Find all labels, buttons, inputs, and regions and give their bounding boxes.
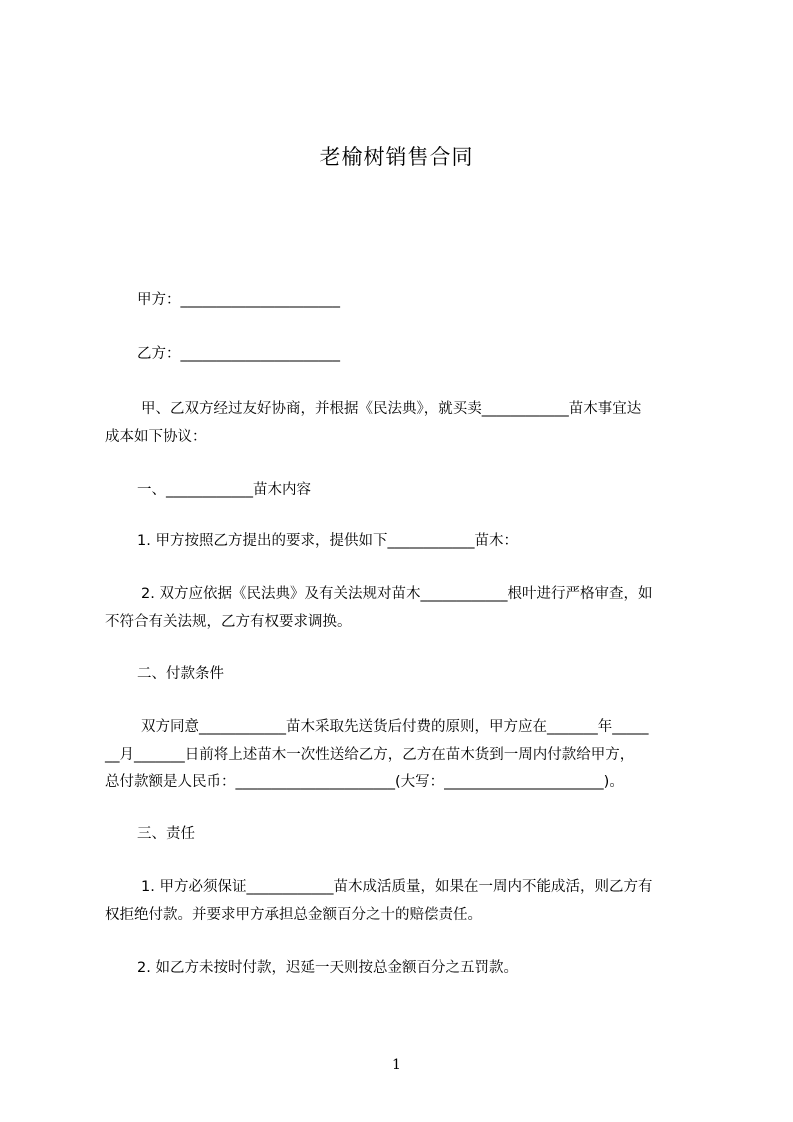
section-3-item-2: 2. 如乙方未按时付款，迟延一天则按总金额百分之五罚款。	[137, 960, 518, 976]
section-3-heading: 三、责任	[137, 826, 195, 842]
section-2-heading: 二、付款条件	[137, 666, 224, 682]
section-1-item-1: 1. 甲方按照乙方提出的要求，提供如下____________苗木：	[137, 533, 518, 549]
payment-line-3: 总付款额是人民币：______________________(大写：______________________)。	[105, 774, 624, 790]
section-1-item-2-line-1: 2. 双方应依据《民法典》及有关法规对苗木____________根叶进行严格审查，如	[141, 586, 653, 602]
page-title: 老榆树销售合同	[319, 145, 474, 169]
party-b-line: 乙方：______________________	[137, 346, 340, 362]
section-1-heading: 一、____________苗木内容	[137, 482, 311, 498]
payment-line-2: __月_______日前将上述苗木一次性送给乙方，乙方在苗木货到一周内付款给甲方，	[105, 747, 635, 763]
intro-line-1: 甲、乙双方经过友好协商，并根据《民法典》，就买卖____________苗木事宜达	[141, 401, 642, 417]
section-1-item-2-line-2: 不符合有关法规，乙方有权要求调换。	[105, 614, 352, 630]
section-3-item-1-line-2: 权拒绝付款。并要求甲方承担总金额百分之十的赔偿责任。	[105, 907, 482, 923]
party-a-line: 甲方：______________________	[137, 292, 340, 308]
intro-line-2: 成本如下协议：	[105, 429, 207, 445]
section-3-item-1-line-1: 1. 甲方必须保证____________苗木成活质量，如果在一周内不能成活，则乙方有	[141, 879, 653, 895]
payment-line-1: 双方同意____________苗木采取先送货后付费的原则，甲方应在_______年_____	[141, 719, 649, 735]
page-number: 1	[392, 1057, 401, 1073]
